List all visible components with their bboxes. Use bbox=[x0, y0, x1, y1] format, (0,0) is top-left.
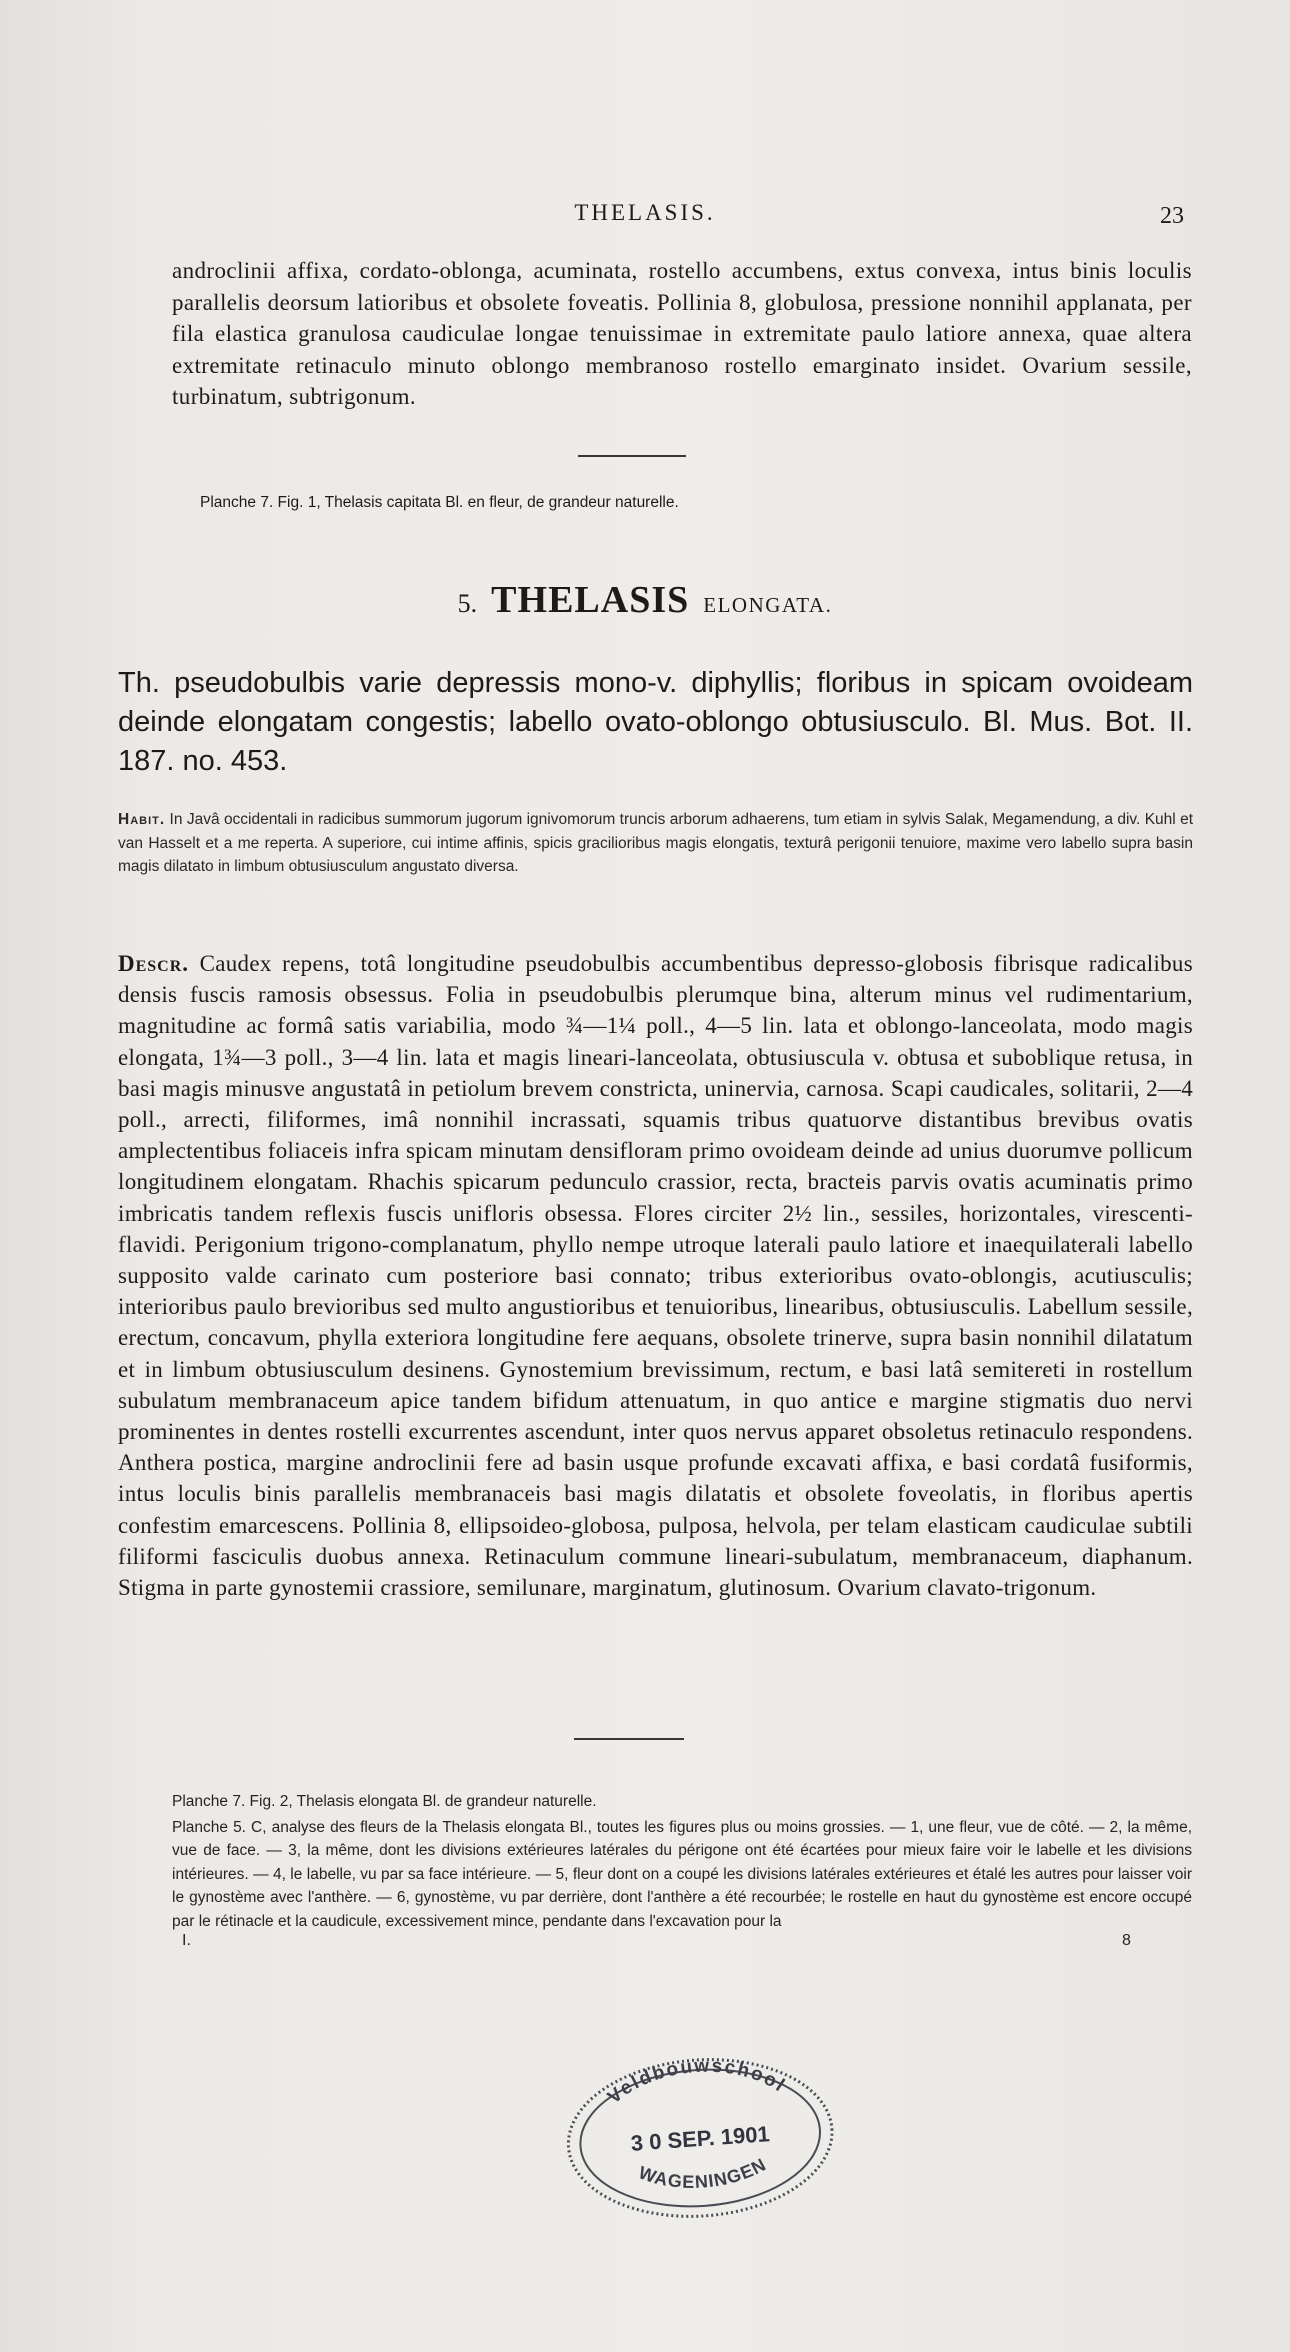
species-heading bbox=[0, 578, 1290, 622]
description-text: Caudex repens, totâ longitudine pseudobulbis accumbentibus depresso-globosis fibrisque radicalibus densis fuscis ramosis obsessus. Folia in pseudobulbis plerumque bina, alterum minus vel rudimentarium, magnitudine ac formâ satis variabilia, modo ¾—1¼ poll., 4—5 lin. lata et oblongo-lanceolata, modo magis elongata, 1¾—3 poll., 3—4 lin. lata et magis lineari-lanceolata, obtusiuscula v. obtusa et suboblique retusa, in basi magis minusve angustatâ in petiolum brevem constricta, uninervia, carnosa. Scapi caudicales, solitarii, 2—4 poll., arrecti, filiformes, imâ nonnihil incrassati, squamis tribus quatuorve distantibus brevibus ovatis amplectentibus foliaceis infra spicam minutam densifloram primo ovoideam deinde ad unius duorumve pollicum longitudinem elongatam. Rhachis spicarum pedunculo crassior, recta, bracteis parvis ovatis acuminatis primo imbricatis tandem reflexis fuscis unifloris obsessa. Flores circiter 2½ lin., sessiles, horizontales, virescenti-flavidi. Perigonium trigono-complanatum, phyllo nempe utroque laterali paulo latiore et inaequilaterali labello supposito valde carinato cum posteriore basi connato; tribus exterioribus ovato-oblongis, acutiusculis; interioribus paulo brevioribus sed multo angustioribus et tenuioribus, linearibus, obtusiusculis. Labellum sessile, erectum, concavum, phylla exteriora longitudine fere aequans, obsolete trinerve, supra basin nonnihil dilatatum et in limbum obtusiusculum desinens. Gynostemium brevissimum, rectum, e basi latâ semitereti in rostellum subulatum membranaceum apice tandem bifidum attenuatum, in quo antice e margine stigmatis duo nervi prominentes in dentes rostelli excurrentes ascendunt, inter quos nervus apparet obsoletus retinaculo respondens. Anthera postica, margine androclinii fere ad basin usque profunde excavati affixa, e basi cordatâ fusiformis, intus loculis binis parallelis membranaceis basi magis dilatatis et obsolete foveolatis, in floribus apertis confestim emarcescens. Pollinia 8, ellipsoideo-globosa, pulposa, helvola, per telam elasticam caudiculae subtili filiformi fasciculis duobus annexa. Retinaculum commune lineari-subulatum, membranaceum, diaphanum. Stigma in parte gynostemii crassiore, semilunare, marginatum, glutinosum. Ovarium clavato-trigonum. bbox=[118, 951, 1193, 1601]
running-head: THELASIS. bbox=[574, 200, 716, 225]
species-epithet: ELONGATA. bbox=[703, 593, 833, 617]
continuation-paragraph: androclinii affixa, cordato-oblonga, acuminata, rostello accumbens, extus convexa, intus binis loculis parallelis deorsum latioribus et obsolete foveatis. Pollinia 8, globulosa, pressione nonnihil applanata, per fila elastica granulosa caudiculae longae tenuissimae in extremitate paulo latiore annexa, quae altera extremitate retinaculo minuto oblongo membranoso rostello emarginato insidet. Ovarium sessile, turbinatum, subtrigonum. bbox=[172, 258, 1192, 409]
species-diagnosis: Th. pseudobulbis varie depressis mono-v. diphyllis; floribus in spicam ovoideam deinde elongatam congestis; labello ovato-oblongo obtusiusculo. Bl. Mus. Bot. II. 187. no. 453. bbox=[118, 667, 1193, 777]
stamp-date: 3 0 SEP. 1901 bbox=[630, 2121, 771, 2156]
habitat-paragraph bbox=[118, 808, 1193, 879]
species-number: 5. bbox=[457, 589, 478, 618]
signature-row bbox=[172, 1929, 1192, 1951]
stamp-bottom-text: WAGENINGEN bbox=[636, 2154, 770, 2193]
description-lead: Descr. bbox=[118, 951, 190, 976]
library-stamp bbox=[554, 2040, 845, 2229]
habitat-text: In Javâ occidentali in radicibus summorum jugorum ignivomorum truncis arborum adhaerens, tum etiam in sylvis Salak, Megamendung, a div. Kuhl et van Hasselt et a me reperta. A superiore, cui intime affinis, spicis gracilioribus magis elongatis, texturâ perigonii tenuiore, maxime vero labello supra basin magis dilatato in limbum obtusiusculum angustato diversa. bbox=[118, 811, 1194, 875]
description-paragraph bbox=[118, 948, 1193, 1603]
plate-caption-2: Planche 7. Fig. 2, Thelasis elongata Bl. de grandeur naturelle. bbox=[172, 1793, 597, 1810]
plate-captions bbox=[172, 1790, 1192, 1951]
section-divider-2 bbox=[574, 1738, 684, 1740]
page-number: 23 bbox=[1160, 203, 1184, 229]
svg-text:WAGENINGEN bbox=[635, 2154, 771, 2197]
plate-caption-3: Planche 5. C, analyse des fleurs de la Thelasis elongata Bl., toutes les figures plus ou moins grossies. — 1, une fleur, vue de côté. — 2, la même, vue de face. — 3, la même, dont les divisions extérieures latérales du périgone ont été écartées pour mieux faire voir le labelle et les divisions intérieures. — 4, le labelle, vu par sa face intérieure. — 5, fleur dont on a coupé les divisions latérales extérieures et étalé les autres pour laisser voir le gynostème avec l'anthère. — 6, gynostème, vu par derrière, dont l'anthère a été recourbée; le rostelle en haut du gynostème est encore occupé par le rétinacle et la caudicule, excessivement mince, pendante dans l'excavation pour la bbox=[172, 1818, 1192, 1930]
svg-text:Veldbouwschool bbox=[602, 2049, 791, 2109]
species-genus: THELASIS bbox=[491, 579, 690, 621]
signature-left: I. bbox=[182, 1932, 191, 1949]
stamp-top-text: Veldbouwschool bbox=[603, 2055, 790, 2109]
signature-right: 8 bbox=[1122, 1932, 1131, 1949]
plate-caption-1: Planche 7. Fig. 1, Thelasis capitata Bl. en fleur, de grandeur naturelle. bbox=[200, 494, 679, 511]
habitat-lead: Habit. bbox=[118, 811, 166, 828]
section-divider bbox=[578, 455, 686, 457]
